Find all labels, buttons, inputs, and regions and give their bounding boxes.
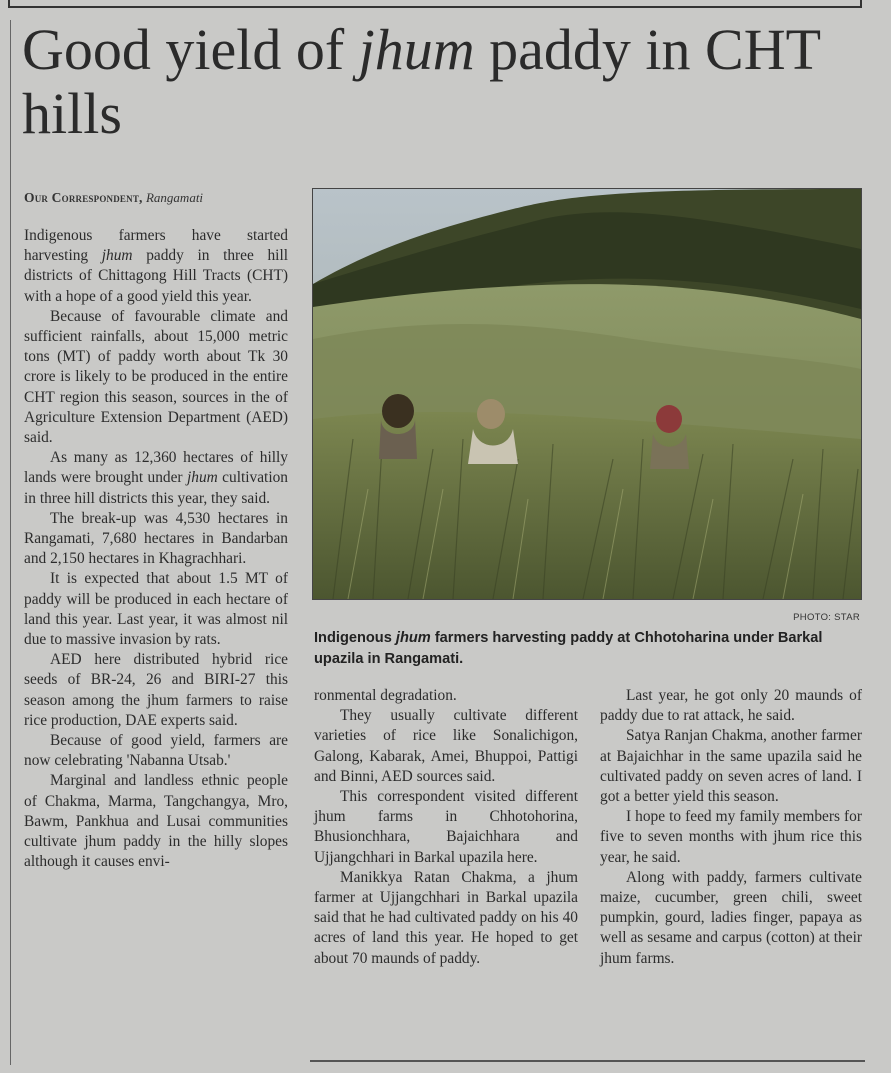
bottom-rule: [310, 1060, 865, 1062]
column-rule: [10, 20, 11, 1065]
headline-pre: Good yield of: [22, 17, 359, 82]
article-photo: [312, 188, 862, 600]
paddy-field-photo: [313, 189, 861, 599]
paragraph: Satya Ranjan Chakma, another farmer at Bajaichhar in the same upazila said he cultivated paddy on seven acres of land. I got a better yield this season.: [600, 727, 862, 806]
photo-credit: PHOTO: STAR: [793, 612, 860, 623]
paragraph: As many as 12,360 hectares of hilly lands were brought under jhum cultivation in three hill districts this year, they said.: [24, 449, 289, 507]
paragraph: Because of favourable climate and sufficient rainfalls, about 15,000 metric tons (MT) of paddy worth about Tk 30 crore is likely to be produced in the entire CHT region this season, sources in the of Agriculture Extension Department (AED) said.: [24, 307, 288, 447]
byline: [24, 190, 289, 206]
headline-post: paddy in CHT hills: [22, 17, 820, 146]
paragraph: Marginal and landless ethnic people of Chakma, Marma, Tangchangya, Mro, Bawm, Pankhua and Lusai communities cultivate jhum paddy in the hilly slopes although it causes envi-: [24, 772, 288, 871]
paragraph: ronmental degradation.: [314, 687, 457, 704]
byline-place: Rangamati: [145, 190, 204, 205]
paragraph: This correspondent visited different jhum farms in Chhotohorina, Bhusionchhara, Bajaichhara and Ujjangchhari in Barkal upazila here.: [314, 788, 578, 866]
byline-name: Our Correspondent,: [24, 190, 143, 205]
headline: [22, 18, 872, 146]
paragraph: Along with paddy, farmers cultivate maize, cucumber, green chili, sweet pumpkin, gourd, ladies finger, papaya as well as sesame and carpus (cotton) at their jhum farms.: [600, 868, 862, 967]
headline-italic: jhum: [358, 17, 475, 82]
paragraph: They usually cultivate different varieties of rice like Sonalichigon, Galong, Kabarak, Amei, Bhuppoi, Pattigi and Binni, AED sources said.: [314, 707, 578, 785]
paragraph: It is expected that about 1.5 MT of paddy will be produced in each hectare of land this year. Last year, it was almost nil due to massive invasion by rats.: [24, 570, 288, 649]
photo-caption: Indigenous jhum farmers harvesting paddy at Chhotoharina under Barkal upazila in Rangamati.: [314, 630, 823, 667]
article-column-1: [24, 226, 288, 873]
paragraph: Indigenous farmers have started harvesting jhum paddy in three hill districts of Chittagong Hill Tracts (CHT) with a hope of a good yield this year.: [24, 227, 288, 305]
paragraph: I hope to feed my family members for five to seven months with jhum rice this year, he said.: [600, 808, 862, 866]
paragraph: AED here distributed hybrid rice seeds of BR-24, 26 and BIRI-27 this season among the jhum farmers to raise rice production, DAE experts said.: [24, 651, 288, 729]
paragraph: Manikkya Ratan Chakma, a jhum farmer at Ujjangchhari in Barkal upazila said that he had cultivated paddy on his 40 acres of land this year. He hoped to get about 70 maunds of paddy.: [314, 868, 578, 967]
top-border: [8, 0, 862, 8]
paragraph: Last year, he got only 20 maunds of paddy due to rat attack, he said.: [600, 687, 862, 725]
article-column-2: [314, 686, 578, 969]
paragraph: Because of good yield, farmers are now celebrating 'Nabanna Utsab.': [24, 732, 288, 770]
article-column-3: [600, 686, 862, 969]
paragraph: The break-up was 4,530 hectares in Rangamati, 7,680 hectares in Bandarban and 2,150 hectares in Khagrachhari.: [24, 509, 288, 568]
